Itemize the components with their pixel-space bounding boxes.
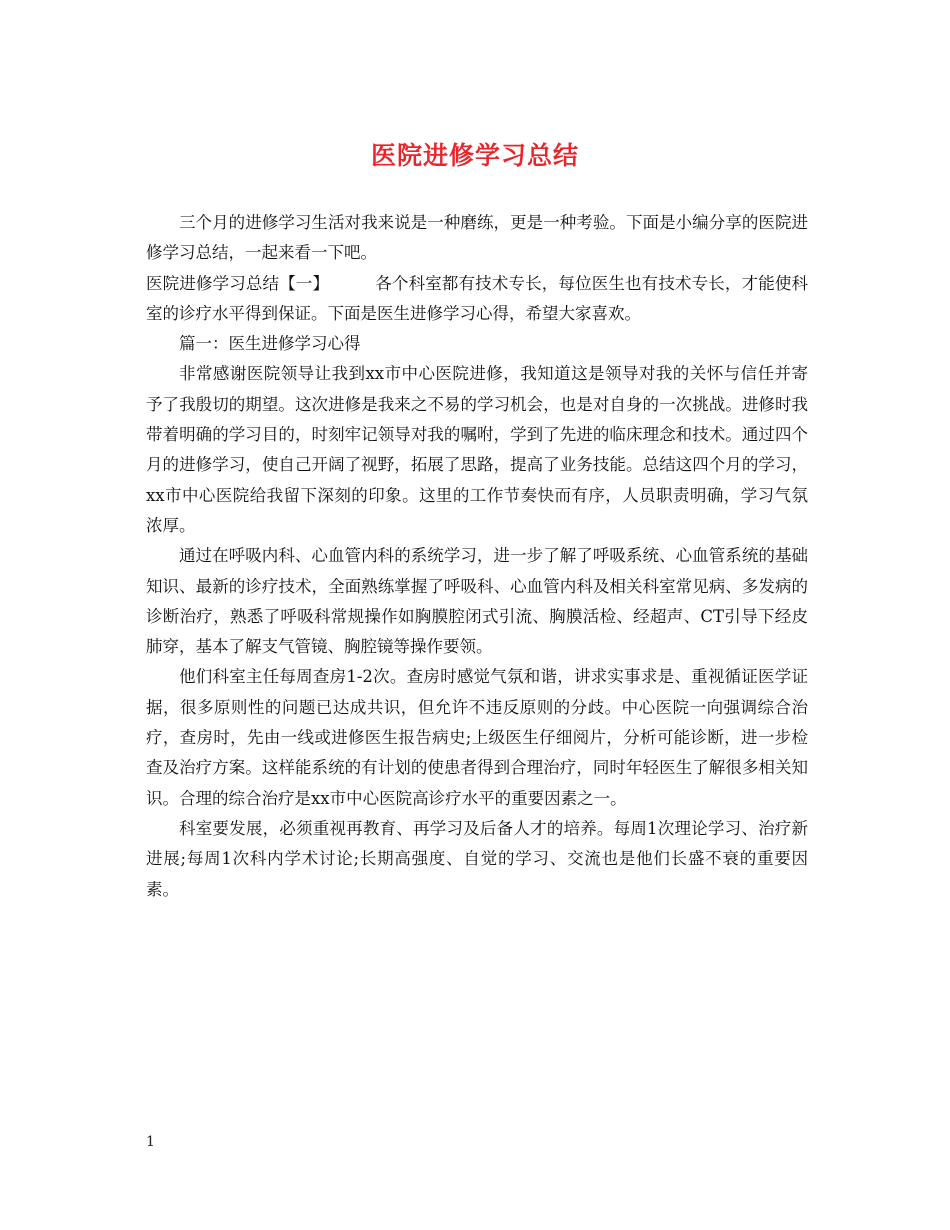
body-paragraph-3: 他们科室主任每周查房1-2次。查房时感觉气氛和谐，讲求实事求是、重视循证医学证据，很多原则性的问题已达成共识，但允许不违反原则的分歧。中心医院一向强调综合治疗，查房时，先由一线或进修医生报告病史;上级医生仔细阅片，分析可能诊断，进一步检查及治疗方案。这样能系统的有计划的使患者得到合理治疗，同时年轻医生了解很多相关知识。合理的综合治疗是xx市中心医院高诊疗水平的重要因素之一。 [146, 667, 808, 808]
body-paragraph-4: 科室要发展，必须重视再教育、再学习及后备人才的培养。每周1次理论学习、治疗新进展;每周1次科内学术讨论;长期高强度、自觉的学习、交流也是他们长盛不衰的重要因素。 [146, 818, 808, 899]
section-intro-text: 各个科室都有技术专长，每位医生也有技术专长，才能使科室的诊疗水平得到保证。下面是医生进修学习心得，希望大家喜欢。 [146, 273, 809, 323]
section-intro-paragraph [146, 269, 808, 330]
document-title: 医院进修学习总结 [370, 141, 579, 170]
body-paragraph-2: 通过在呼吸内科、心血管内科的系统学习，进一步了解了呼吸系统、心血管系统的基础知识、最新的诊疗技术，全面熟练掌握了呼吸科、心血管内科及相关科室常见病、多发病的诊断治疗，熟悉了呼吸科常规操作如胸膜腔闭式引流、胸膜活检、经超声、CT引导下经皮肺穿，基本了解支气管镜、胸腔镜等操作要领。 [146, 546, 808, 657]
page-number: 1 [146, 1134, 155, 1150]
chapter-title: 篇一：医生进修学习心得 [179, 334, 361, 354]
body-paragraph-1: 非常感谢医院领导让我到xx市中心医院进修，我知道这是领导对我的关怀与信任并寄予了我殷切的期望。这次进修是我来之不易的学习机会，也是对自身的一次挑战。进修时我带着明确的学习目的，时刻牢记领导对我的嘱咐，学到了先进的临床理念和技术。通过四个月的进修学习，使自己开阔了视野，拓展了思路，提高了业务技能。总结这四个月的学习，xx市中心医院给我留下深刻的印象。这里的工作节奏快而有序，人员职责明确，学习气氛浓厚。 [146, 364, 808, 535]
section-heading: 医院进修学习总结【一】 [146, 273, 330, 293]
document-body [146, 208, 808, 905]
intro-paragraph: 三个月的进修学习生活对我来说是一种磨练，更是一种考验。下面是小编分享的医院进修学习总结，一起来看一下吧。 [146, 213, 808, 263]
